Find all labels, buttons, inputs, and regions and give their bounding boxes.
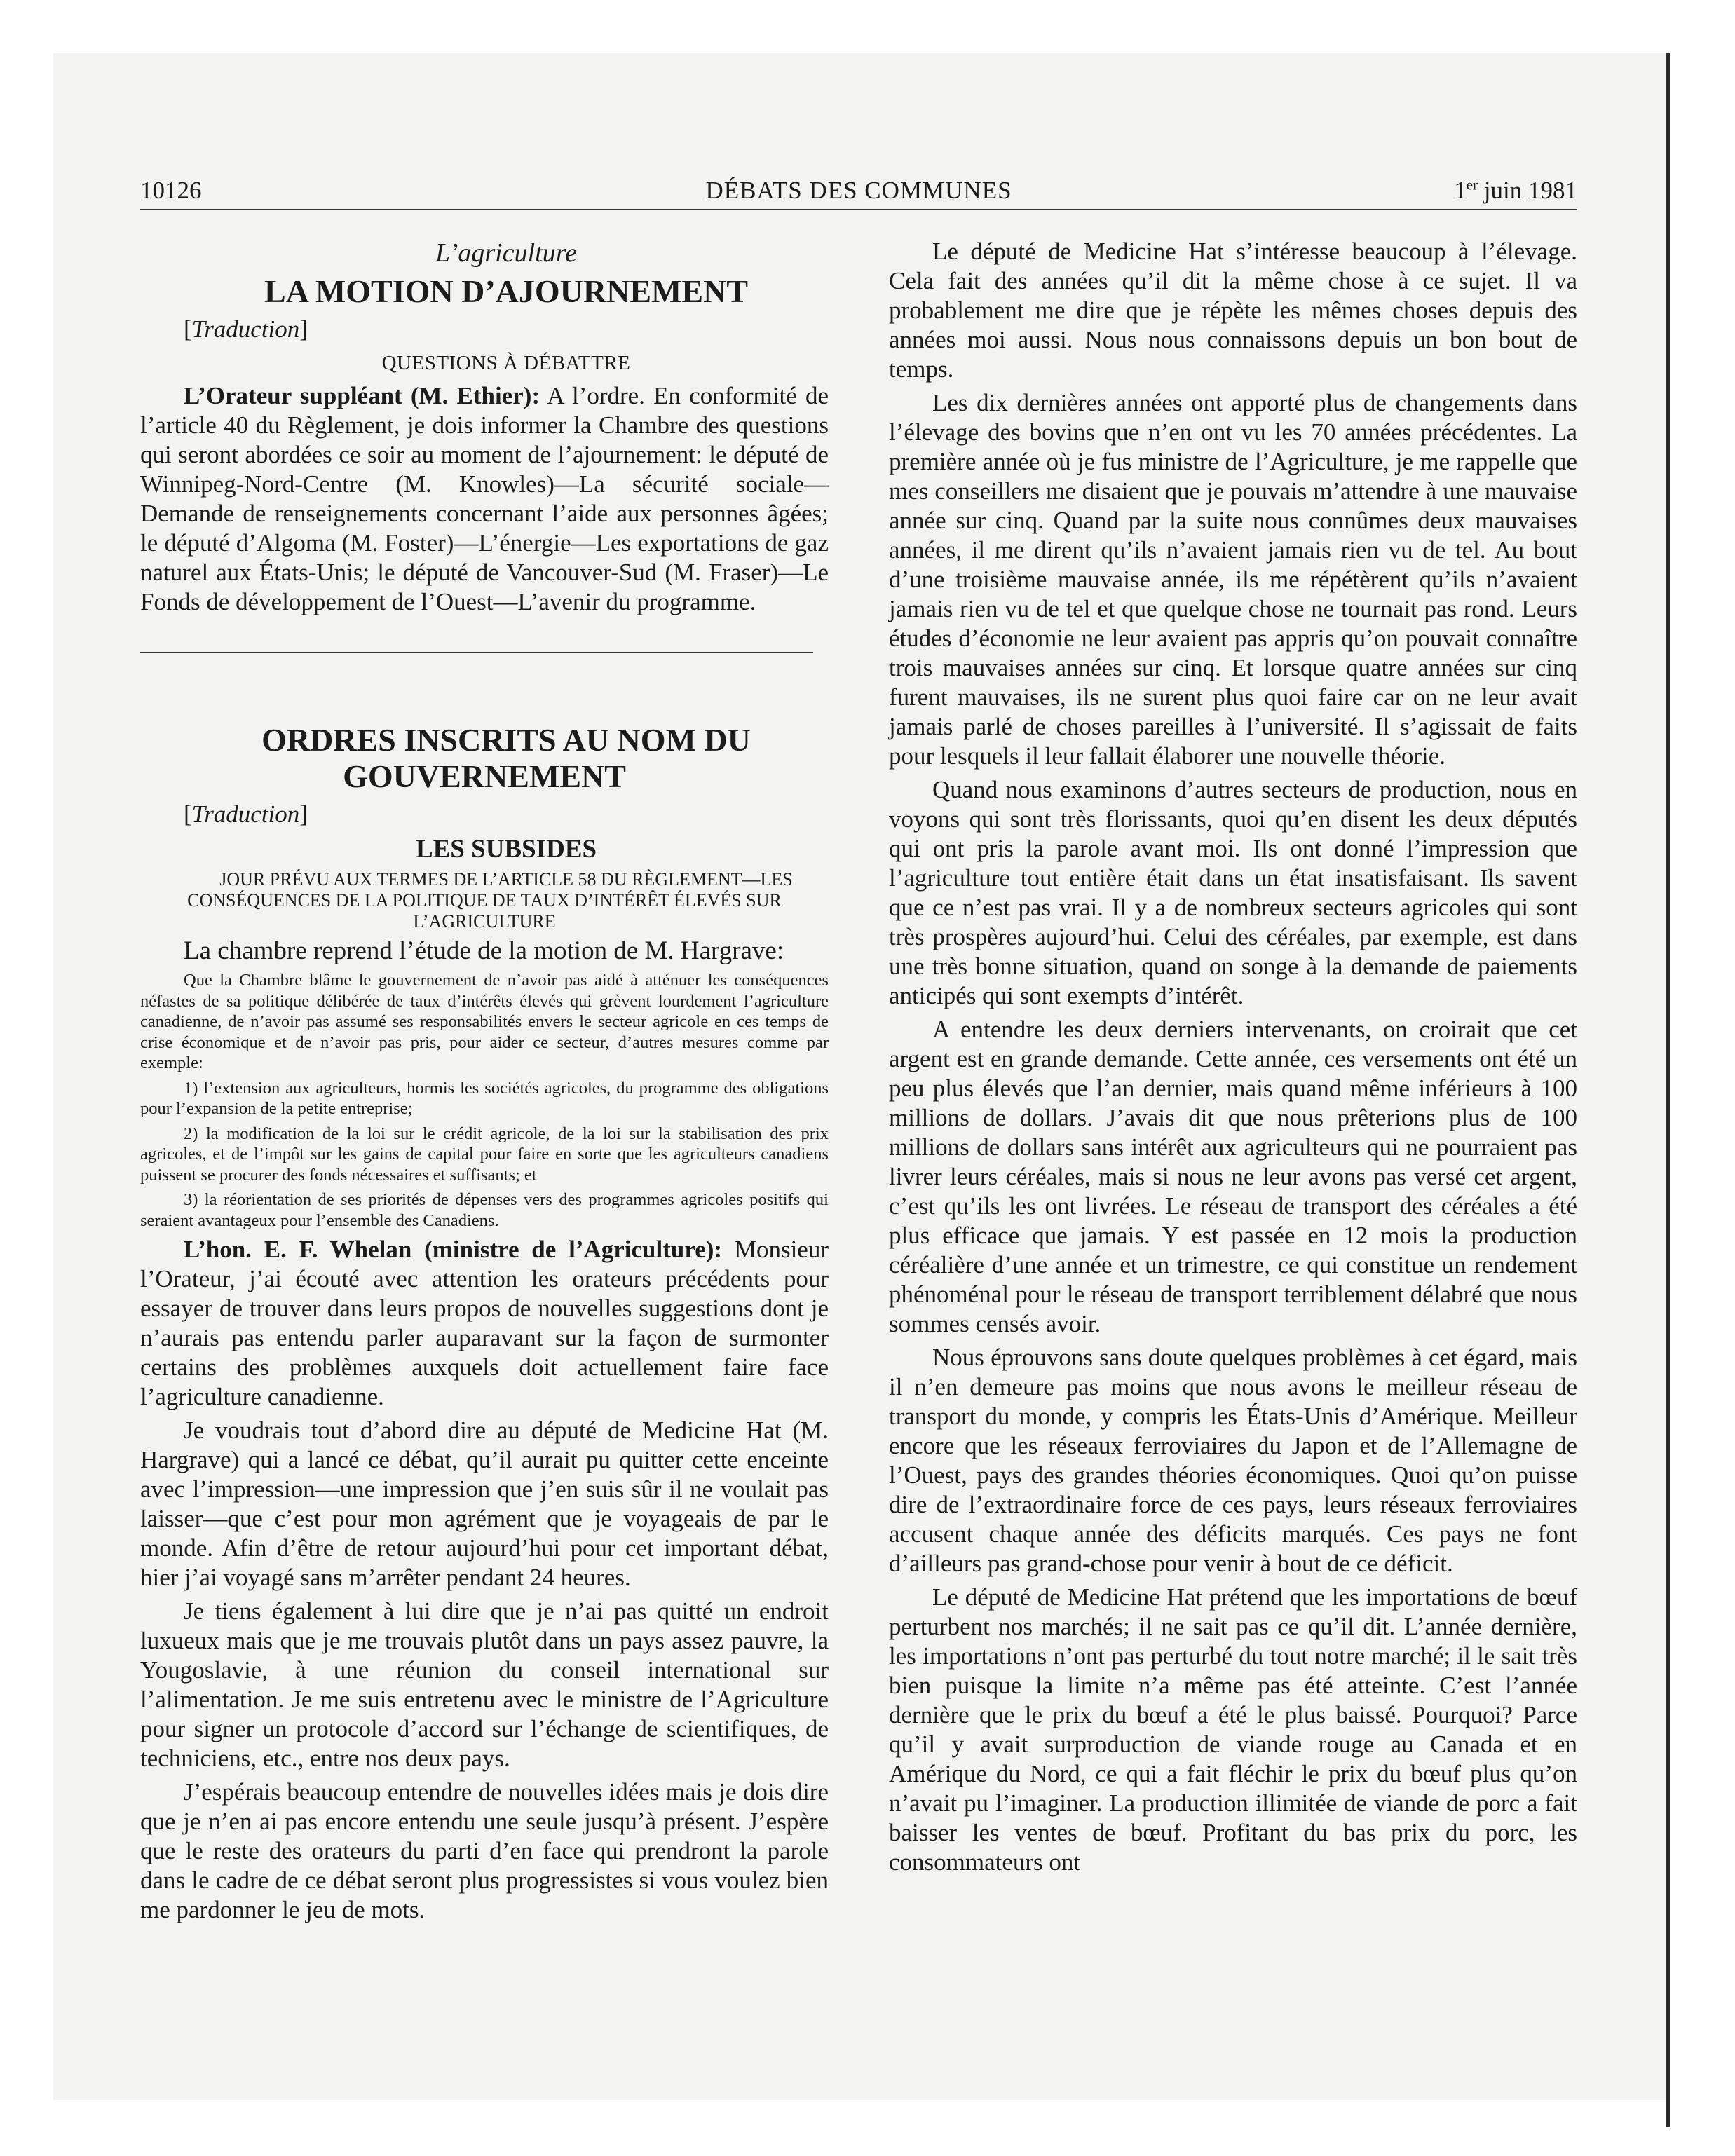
supply-heading: LES SUBSIDES — [415, 835, 597, 864]
binding-edge — [1666, 53, 1670, 2127]
date-superscript: er — [1466, 176, 1478, 193]
speech-text: A l’ordre. En conformité de l’article 40 du Règlement, je dois informer la Chambre des questions qui seront abordées ce soir au moment de l’ajournement: le député de Winnipeg-Nord-Centre (M. Knowles)—La sécurité sociale—Demande de renseignements concernant l’aide aux personnes âgées; le député d’Algoma (M. Foster)—L’énergie—Les exportations de gaz naturel aux États-Unis; le député de Vancouver-Sud (M. Fraser)—Le Fonds de développement de l’Ouest—L’avenir du programme. — [140, 382, 829, 615]
motion-item: 1) l’extension aux agriculteurs, hormis les sociétés agricoles, du programme des obligations pour l’expansion de la petite entreprise; — [140, 1078, 829, 1118]
speech-paragraph: Le député de Medicine Hat prétend que les importations de bœuf perturbent nos marchés; il ne sait pas ce qu’il dit. L’année dernière, les importations n’ont pas perturbé du tout notre marché; il le sait très bien puisque la limite n’a même pas été atteinte. C’est l’année dernière que le prix du bœuf a été le plus baissé. Pourquoi? Parce qu’il y avait surproduction de viande rouge au Canada et en Amérique du Nord, ce qui a fait fléchir le prix du bœuf plus qu’on n’avait pu l’imaginer. La production illimitée de viande de porc a fait baisser les ventes de bœuf. Profitant du bas prix du porc, les consommateurs ont — [889, 1583, 1577, 1876]
speech-paragraph: A entendre les deux derniers intervenants, on croirait que cet argent est en grande demande. Cette année, ces versements ont été un peu plus élevés que l’an dernier, mais quand même inférieurs à 100 millions de dollars. J’avais dit que nous prêterions plus de 100 millions de dollars sans intérêt aux agriculteurs qui ne pourraient pas livrer leurs céréales, mais si nous ne leur avons pas versé cet argent, c’est qu’ils les ont livrées. Le réseau de transport des céréales a été plus efficace que jamais. Y est passée en 12 mois la production céréalière d’une année et un trimestre, ce qui constitue un rendement phénoménal pour le réseau de transport terriblement délabré que nous sommes censés avoir. — [889, 1016, 1577, 1337]
speech-paragraph: Je tiens également à lui dire que je n’ai pas quitté un endroit luxueux mais que je me trouvais plutôt dans un pays assez pauvre, la Yougoslavie, à une réunion du conseil international sur l’alimentation. Je me suis entretenu avec le ministre de l’Agriculture pour signer un protocole d’accord sur l’échange de scientifiques, de techniciens, etc., entre nos deux pays. — [140, 1597, 829, 1772]
publication-title: DÉBATS DES COMMUNES — [705, 177, 1012, 204]
right-column — [889, 237, 1577, 1881]
translation-note-text: Traduction — [191, 315, 300, 343]
speech-paragraph: Quand nous examinons d’autres secteurs de production, nous en voyons qui sont très florissants, quoi qu’en disent les deux députés qui ont pris la parole avant moi. Ils ont donné l’impression que l’agriculture tout entière était dans un état insatisfaisant. Ils savent que ce n’est pas vrai. Il y a de nombreux secteurs agricoles qui sont très prospères aujourd’hui. Celui des céréales, par exemple, est dans une très bonne situation, quand on songe à la demande de paiements anticipés qui sont exempts d’intérêt. — [889, 776, 1577, 1009]
speech-paragraph: Nous éprouvons sans doute quelques problèmes à cet égard, mais il n’en demeure pas moins que nous avons le meilleur réseau de transport du monde, y compris les États-Unis d’Amérique. Meilleur encore que les réseaux ferroviaires du Japon et de l’Allemagne de l’Ouest, pays des grandes théories économiques. Quoi qu’on puisse dire de l’extraordinaire force de ces pays, leurs réseaux ferroviaires accusent chaque année des déficits marqués. Ces pays ne font d’ailleurs pas grand-chose pour venir à bout de ce déficit. — [889, 1344, 1577, 1577]
speech-paragraph: Je voudrais tout d’abord dire au député de Medicine Hat (M. Hargrave) qui a lancé ce débat, qu’il aurait pu quitter cette enceinte avec l’impression—une impression que j’en suis sûr il ne voulait pas laisser—que c’est pour mon agrément que je voyageais de par le monde. Afin d’être de retour aujourd’hui pour cet important débat, hier j’ai voyagé sans m’arrêter pendant 24 heures. — [140, 1417, 829, 1591]
adjournment-title: LA MOTION D’AJOURNEMENT — [264, 273, 749, 309]
issue-date — [1454, 177, 1577, 205]
section-divider — [140, 652, 813, 653]
motion-item: 2) la modification de la loi sur le crédit agricole, de la loi sur la stabilisation des prix agricoles, et de l’impôt sur les gains de capital pour faire en sorte que les agriculteurs canadiens puissent se procurer des fonds nécessaires et suffisants; et — [140, 1124, 829, 1185]
speech-paragraph — [140, 381, 829, 617]
speech-text: Monsieur l’Orateur, j’ai écouté avec attention les orateurs précédents pour essayer de trouver dans leurs propos de nouvelles suggestions dont je n’aurais pas entendu parler auparavant sur la façon de surmonter certains des problèmes auxquels doit actuellement faire face l’agriculture canadienne. — [140, 1236, 829, 1410]
motion-text: Que la Chambre blâme le gouvernement de n’avoir pas aidé à atténuer les conséquences néfastes de sa politique délibérée de taux d’intérêts élevés qui grèvent lourdement l’agriculture canadienne, de n’avoir pas assumé ses responsabilités envers le secteur agricole en ces temps de crise économique et de n’avoir pas pris, pour aider ce secteur, d’autres mesures comme par exemple: — [140, 971, 829, 1072]
supply-subheading: JOUR PRÉVU AUX TERMES DE L’ARTICLE 58 DU RÈGLEMENT—LES CONSÉQUENCES DE LA POLITIQUE DE TAUX D’INTÉRÊT ÉLEVÉS SUR L’AGRICULTURE — [187, 869, 793, 932]
left-column — [140, 237, 829, 1929]
orders-title: ORDRES INSCRITS AU NOM DU GOUVERNEMENT — [261, 722, 751, 794]
section-rubric: L’agriculture — [435, 238, 577, 268]
speech-paragraph: Les dix dernières années ont apporté plus de changements dans l’élevage des bovins que n’en ont vu les 70 années précédentes. La première année où je fus ministre de l’Agriculture, je me rappelle que mes conseillers me disaient que je pouvais m’attendre à une mauvaise année sur cinq. Quand par la suite nous connûmes deux mauvaises années, il me dirent qu’ils n’avaient jamais rien vu de tel. Au bout d’une troisième mauvaise année, ils me répétèrent qu’ils n’avaient jamais rien vu de tel et que quelque chose ne tournait pas rond. Leurs études d’économie ne leur avaient pas appris qu’on pouvait connaître trois mauvaises années sur cinq. Et lorsque quatre années sur cinq furent mauvaises, ils ne surent plus quoi faire car on ne leur avait jamais parlé de choses pareilles à l’université. Il s’agissait de faits pour lesquels il leur fallait élaborer une nouvelle théorie. — [889, 389, 1577, 770]
date-rest: juin 1981 — [1478, 177, 1577, 204]
page-number: 10126 — [140, 177, 202, 204]
translation-note: [Traduction] — [184, 800, 308, 828]
speech-paragraph — [140, 1235, 829, 1412]
running-header — [140, 177, 1577, 210]
speaker-name: L’hon. E. F. Whelan (ministre de l’Agriculture): — [184, 1236, 723, 1263]
translation-note: [Traduction] — [184, 315, 308, 343]
motion-lead: La chambre reprend l’étude de la motion de M. Hargrave: — [184, 936, 784, 965]
motion-item: 3) la réorientation de ses priorités de dépenses vers des programmes agricoles positifs qui seraient avantageux pour l’ensemble des Canadiens. — [140, 1190, 829, 1230]
speaker-name: L’Orateur suppléant (M. Ethier): — [184, 382, 540, 409]
date-day: 1 — [1454, 177, 1467, 204]
speech-paragraph: Le député de Medicine Hat s’intéresse beaucoup à l’élevage. Cela fait des années qu’il dit la même chose à ce sujet. Il va probablement me dire que je répète les mêmes choses depuis des années moi aussi. Nous nous connaissons depuis un bon bout de temps. — [889, 238, 1577, 383]
questions-heading: QUESTIONS À DÉBATTRE — [381, 352, 631, 374]
translation-note-text: Traduction — [191, 800, 300, 828]
speech-paragraph: J’espérais beaucoup entendre de nouvelles idées mais je dois dire que je n’en ai pas encore entendu une seule jusqu’à présent. J’espère que le reste des orateurs du parti d’en face qui prendront la parole dans le cadre de ce débat seront plus progressistes si vous voulez bien me pardonner le jeu de mots. — [140, 1778, 829, 1923]
